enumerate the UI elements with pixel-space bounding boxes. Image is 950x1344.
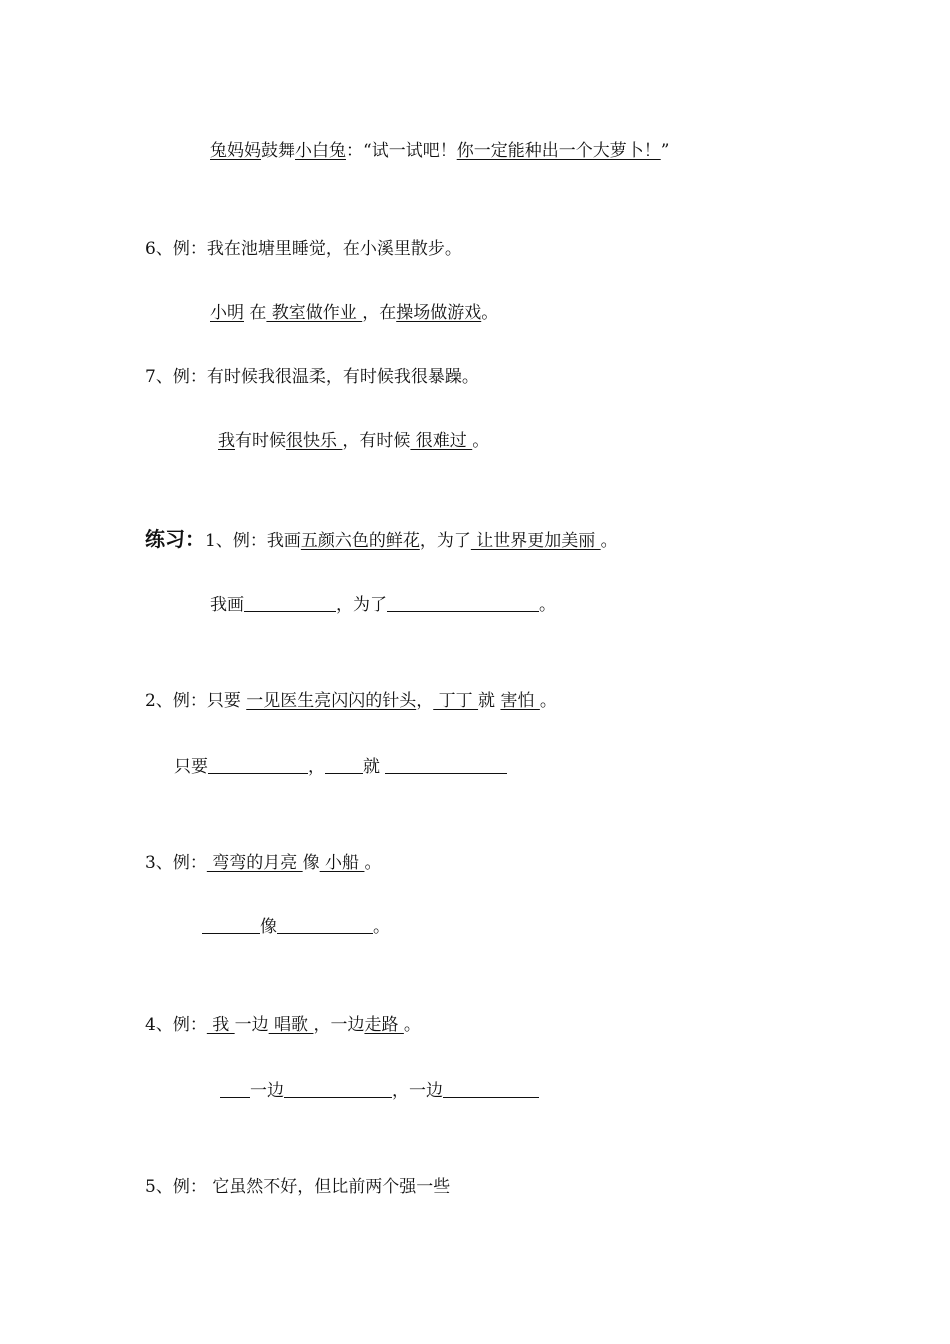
underlined-phrase: 你一定能种出一个大萝卜！ (456, 141, 661, 161)
exercise-title: 练习： (145, 527, 205, 551)
blank-line[interactable] (244, 595, 336, 612)
question-number: 3、例： (145, 853, 207, 873)
ex3-example: 3、例： 弯弯的月亮 像 小船 。 (145, 853, 382, 873)
ex3-fill: 像 。 (202, 916, 390, 938)
question-number: 2、例： (145, 691, 207, 711)
underlined-object: 小白兔 (295, 141, 346, 161)
blank-line[interactable] (220, 1081, 250, 1098)
question-number: 6、例： (145, 239, 207, 259)
question-number: 1、例： (205, 531, 267, 551)
q6-example: 6、例：我在池塘里睡觉，在小溪里散步。 (145, 239, 462, 259)
q7-example: 7、例：有时候我很温柔，有时候我很暴躁。 (145, 367, 479, 387)
ex1-fill: 我画 ，为了 。 (210, 595, 556, 615)
ex1-example: 练习：1、例：我画五颜六色的鲜花，为了 让世界更加美丽 。 (145, 527, 618, 551)
blank-line[interactable] (277, 917, 373, 934)
blank-line[interactable] (443, 1081, 539, 1098)
blank-line[interactable] (284, 1081, 392, 1098)
q7-answer: 我有时候很快乐 ，有时候 很难过 。 (218, 431, 490, 451)
blank-line[interactable] (208, 757, 308, 774)
ex5-example: 5、例： 它虽然不好，但比前两个强一些 (145, 1177, 451, 1197)
blank-line[interactable] (202, 917, 260, 934)
ex2-example: 2、例：只要 一见医生亮闪闪的针头， 丁丁 就 害怕 。 (145, 691, 557, 711)
blank-line[interactable] (325, 757, 363, 774)
blank-line[interactable] (385, 757, 507, 774)
ex2-fill: 只要 ， 就 (174, 756, 507, 778)
ex4-fill: 一边 ，一边 (220, 1080, 539, 1102)
sentence-rabbit: 兔妈妈鼓舞小白兔：“试一试吧！你一定能种出一个大萝卜！” (210, 141, 670, 161)
question-number: 5、例： (145, 1177, 207, 1197)
underlined-subject: 兔妈妈 (210, 141, 261, 161)
blank-line[interactable] (387, 595, 539, 612)
question-number: 7、例： (145, 367, 207, 387)
ex4-example: 4、例： 我 一边 唱歌 ，一边走路 。 (145, 1015, 421, 1035)
q6-answer: 小明 在 教室做作业 ，在操场做游戏。 (210, 303, 499, 323)
question-number: 4、例： (145, 1015, 207, 1035)
